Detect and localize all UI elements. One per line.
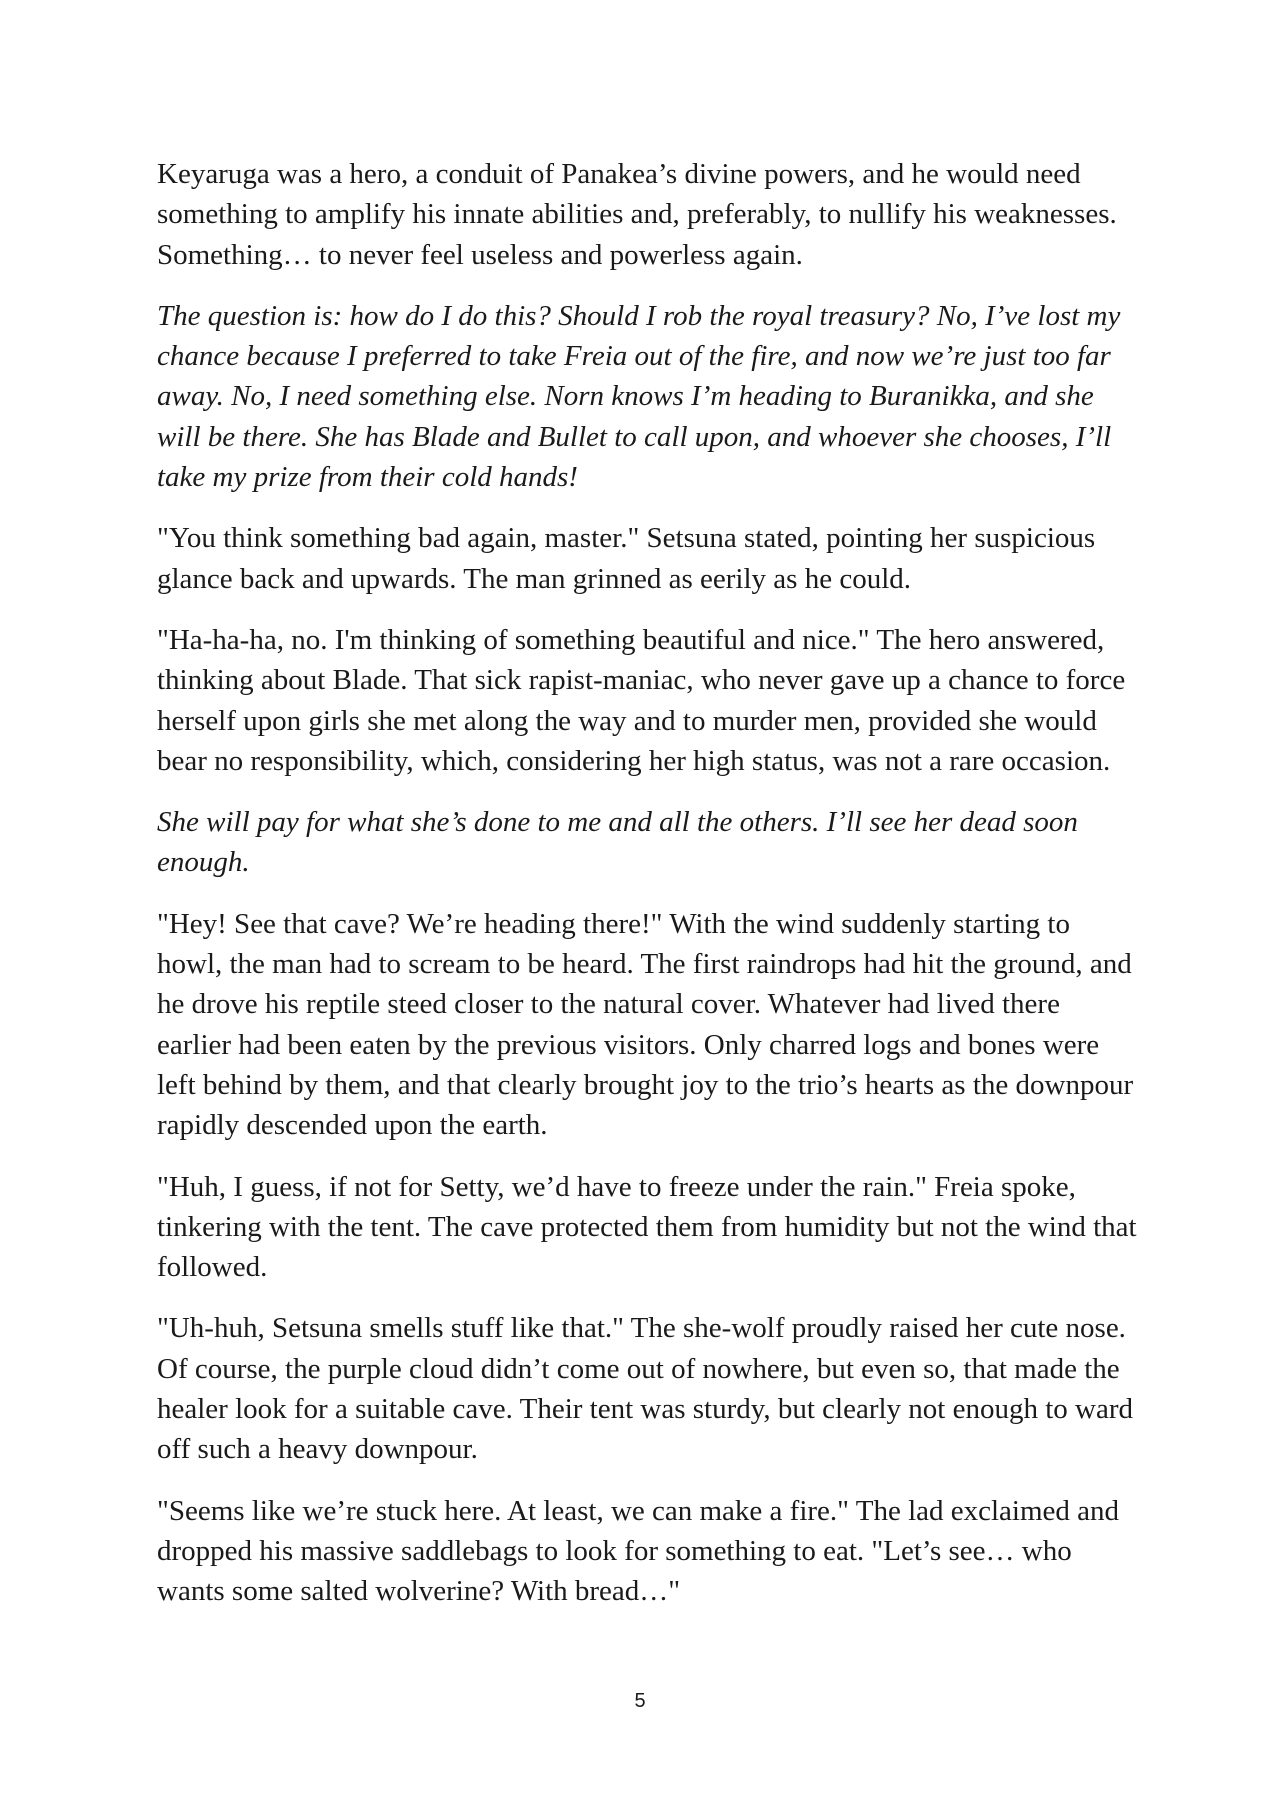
page-number: 5 xyxy=(634,1690,646,1712)
paragraph-4: "Ha-ha-ha, no. I'm thinking of something beautiful and nice." The hero answered, thinking about Blade. That sick rapist-maniac, who never gave up a chance to force herself upon girls she met along the way and to murder men, provided she would bear no responsibility, which, considering her high status, was not a rare occasion. xyxy=(157,623,1126,777)
paragraph-6: "Hey! See that cave? We’re heading there!" With the wind suddenly starting to howl, the man had to scream to be heard. The first raindrops had hit the ground, and he drove his reptile steed closer to the natural cover. Whatever had lived there earlier had been eaten by the previous visitors. Only charred logs and bones were left behind by them, and that clearly brought joy to the trio’s hearts as the downpour rapidly descended upon the earth. xyxy=(157,907,1134,1142)
paragraph-1: Keyaruga was a hero, a conduit of Panakea’s divine powers, and he would need something to amplify his innate abilities and, preferably, to nullify his weaknesses. Something… to never feel useless and powerless again. xyxy=(157,158,1117,271)
paragraph-8: "Uh-huh, Setsuna smells stuff like that." The she-wolf proudly raised her cute nose. Of course, the purple cloud didn’t come out of nowhere, but even so, that made the healer look for a suitable cave. Their tent was sturdy, but clearly not enough to ward off such a heavy downpour. xyxy=(157,1312,1134,1466)
body-text xyxy=(157,154,1137,1633)
paragraph-3: "You think something bad again, master." Setsuna stated, pointing her suspicious glance back and upwards. The man grinned as eerily as he could. xyxy=(157,522,1096,595)
paragraph-2-thoughts: The question is: how do I do this? Should I rob the royal treasury? No, I’ve lost my chance because I preferred to take Freia out of the fire, and now we’re just too far away. No, I need something else. Norn knows I’m heading to Buranikka, and she will be there. She has Blade and Bullet to call upon, and whoever she chooses, I’ll take my prize from their cold hands! xyxy=(157,299,1121,494)
paragraph-5-thoughts: She will pay for what she’s done to me and all the others. I’ll see her dead soon enough. xyxy=(157,806,1078,879)
paragraph-9: "Seems like we’re stuck here. At least, we can make a fire." The lad exclaimed and dropped his massive saddlebags to look for something to eat. "Let’s see… who wants some salted wolverine? With bread…" xyxy=(157,1494,1120,1608)
paragraph-7: "Huh, I guess, if not for Setty, we’d have to freeze under the rain." Freia spoke, tinkering with the tent. The cave protected them from humidity but not the wind that followed. xyxy=(157,1170,1137,1284)
